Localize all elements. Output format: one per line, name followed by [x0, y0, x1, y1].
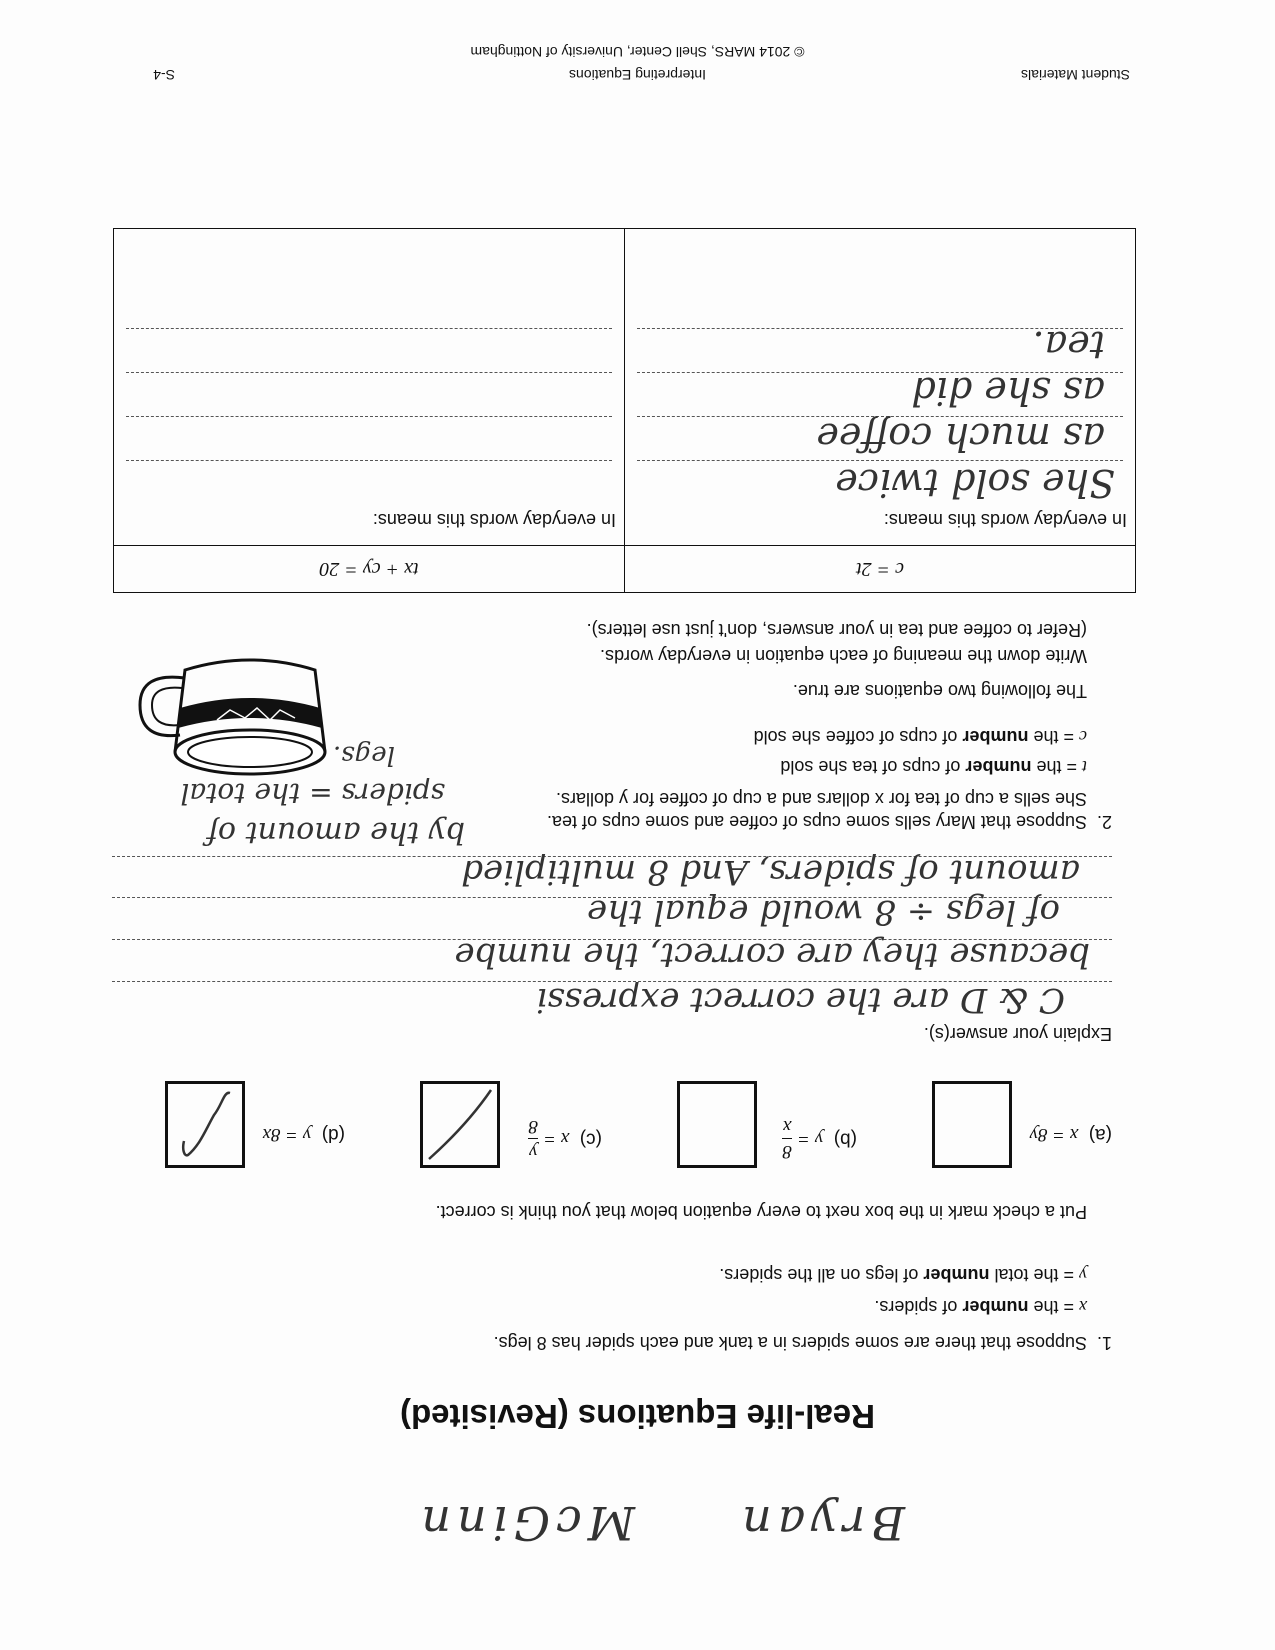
option-b-label: (b) y = 8 x [782, 1116, 857, 1162]
answer-line-4: amount of spiders, And 8 multiplied [461, 852, 1080, 892]
footer-left: Student Materials [1021, 67, 1130, 83]
answer-caption: In everyday words this means: [372, 510, 616, 530]
answer-line-7: legs. [333, 740, 395, 770]
q2-line1: Suppose that Mary sells some cups of coffee and some cups of tea. [547, 812, 1087, 832]
student-last-name: McGinn [415, 1496, 635, 1550]
q1-def-y: y = the total number of legs on all the spiders. [719, 1265, 1087, 1285]
answer-line-4: tea. [1032, 323, 1105, 367]
q1-number: 1. [1096, 1333, 1112, 1353]
answer-line-1: She sold twice [835, 461, 1115, 505]
q2-line2: She sells a cup of tea for x dollars and a cup of coffee for y dollars. [556, 789, 1087, 809]
option-a-checkbox[interactable] [932, 1081, 1012, 1168]
check-mark-icon [168, 1084, 242, 1165]
footer-page-number: S-4 [153, 67, 175, 83]
footer-title: Interpreting Equations [569, 67, 706, 83]
answer-line-1: C & D are the correct expressi [536, 980, 1065, 1020]
answer-line-2: as much coffee [816, 415, 1105, 459]
footer-copyright: © 2014 MARS, Shell Center, University of Nottingham [470, 44, 805, 60]
q2-def-c: c = the number of cups of coffee she sold [753, 727, 1087, 747]
worksheet-title: Real-life Equations (Revisited) [400, 1398, 875, 1435]
coffee-cup-icon [135, 650, 335, 780]
answer-line-2: because they are correct, the numbe [454, 935, 1090, 975]
answer-line-3: of legs ÷ 8 would equal the [587, 892, 1060, 932]
q2-line4: Write down the meaning of each equation in everyday words. [600, 646, 1087, 666]
answer-caption: In everyday words this means: [883, 510, 1127, 530]
equations-table [113, 228, 1136, 593]
option-d-checkbox[interactable] [165, 1081, 245, 1168]
option-c-label: (c) x = y 8 [528, 1116, 602, 1162]
q2-def-t: t = the number of cups of tea she sold [780, 757, 1087, 777]
answer-area[interactable] [625, 229, 1135, 546]
q2-number: 2. [1096, 812, 1112, 832]
student-first-name: Bryan [736, 1496, 905, 1550]
q2-line5: (Refer to coffee and tea in your answers, don't just use letters). [586, 620, 1087, 640]
check-mark-icon [423, 1084, 497, 1165]
equation-cell [114, 229, 625, 593]
q2-line3: The following two equations are true. [792, 681, 1087, 701]
q1-def-x: x = the number of spiders. [874, 1297, 1087, 1317]
equation-label: tx + cy = 20 [319, 558, 419, 580]
q1-intro: Suppose that there are some spiders in a tank and each spider has 8 legs. [493, 1333, 1087, 1353]
q1-instruction: Put a check mark in the box next to every equation below that you think is correct. [435, 1202, 1087, 1222]
equation-label: c = 2t [856, 558, 904, 580]
option-b-checkbox[interactable] [677, 1081, 757, 1168]
option-a-label: (a) x = 8y [1029, 1124, 1112, 1145]
option-c-checkbox[interactable] [420, 1081, 500, 1168]
q1-explain-prompt: Explain your answer(s). [923, 1024, 1112, 1044]
option-d-label: (d) y = 8x [262, 1124, 345, 1145]
answer-line-5: by the amount of [206, 815, 465, 850]
answer-line-6: spiders = the total [180, 777, 445, 810]
answer-area[interactable] [114, 229, 624, 546]
answer-line-3: as she did [911, 369, 1105, 413]
equation-cell [625, 229, 1136, 593]
